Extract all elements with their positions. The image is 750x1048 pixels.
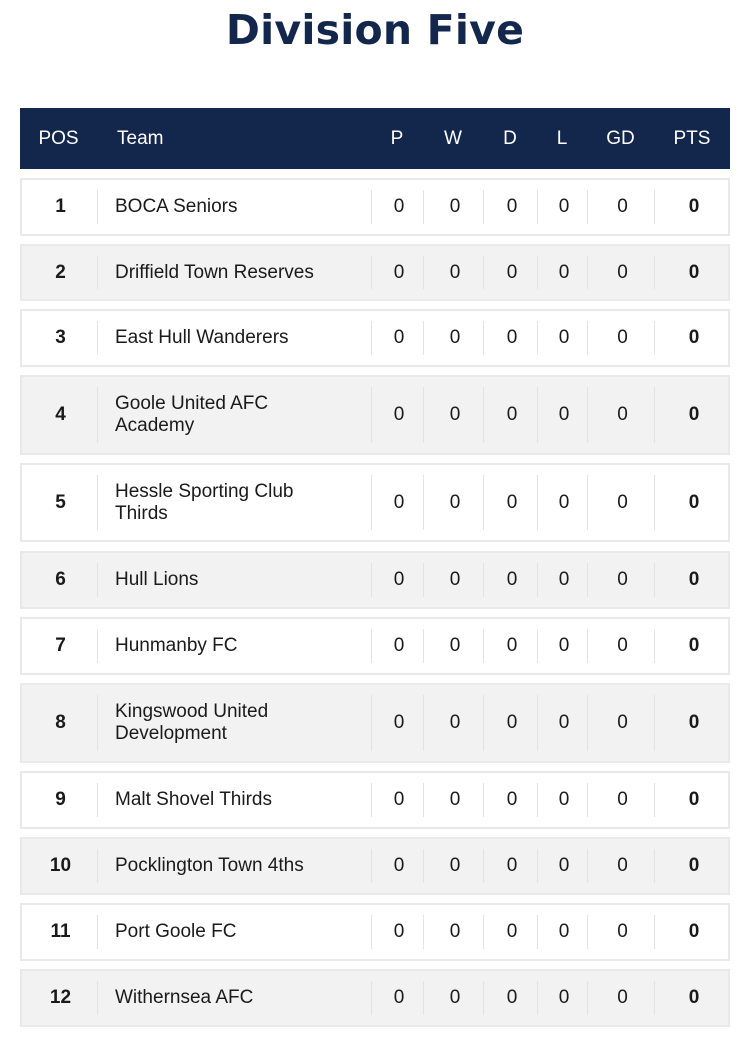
row-team-name (99, 971, 373, 1025)
table-row[interactable] (20, 551, 730, 609)
column-divider (97, 981, 98, 1015)
row-team-name (99, 773, 373, 827)
row-points: 0 (688, 921, 700, 942)
row-played: 0 (393, 491, 405, 513)
row-drawn: 0 (506, 491, 518, 513)
column-divider (423, 695, 424, 751)
row-position: 10 (49, 855, 72, 876)
column-divider (423, 915, 424, 949)
row-team-label: Hull Lions (115, 569, 199, 590)
column-divider (654, 321, 655, 355)
row-won: 0 (449, 789, 461, 810)
row-drawn: 0 (506, 404, 518, 425)
table-row[interactable] (20, 463, 730, 542)
row-lost: 0 (558, 712, 570, 733)
row-played: 0 (393, 261, 405, 283)
column-divider (587, 695, 588, 751)
column-divider (97, 783, 98, 817)
column-divider (654, 629, 655, 663)
header-won[interactable]: W (444, 127, 462, 149)
column-divider (371, 256, 372, 289)
row-won: 0 (449, 987, 461, 1008)
row-points: 0 (688, 491, 700, 513)
row-drawn: 0 (506, 327, 518, 348)
row-position: 4 (55, 404, 66, 425)
column-divider (654, 563, 655, 597)
row-lost: 0 (558, 635, 570, 656)
header-played[interactable]: P (390, 127, 404, 149)
row-lost: 0 (558, 261, 570, 283)
column-divider (423, 629, 424, 663)
row-lost: 0 (558, 987, 570, 1008)
header-drawn[interactable]: D (503, 127, 517, 149)
row-goal-difference: 0 (617, 635, 628, 656)
row-team-name (99, 905, 373, 959)
column-divider (371, 849, 372, 883)
column-divider (483, 475, 484, 530)
column-divider (654, 190, 655, 224)
row-won: 0 (449, 261, 461, 283)
row-position: 7 (55, 635, 66, 656)
row-points: 0 (688, 261, 700, 283)
row-team-name (99, 180, 373, 234)
column-divider (371, 915, 372, 949)
column-divider (97, 849, 98, 883)
row-played: 0 (393, 855, 405, 876)
column-divider (537, 783, 538, 817)
column-divider (537, 629, 538, 663)
column-divider (423, 783, 424, 817)
column-divider (587, 387, 588, 443)
column-divider (371, 190, 372, 224)
column-divider (654, 387, 655, 443)
row-played: 0 (393, 921, 405, 942)
row-drawn: 0 (506, 712, 518, 733)
row-points: 0 (688, 712, 700, 733)
row-points: 0 (688, 327, 700, 348)
row-played: 0 (393, 569, 405, 590)
column-divider (483, 915, 484, 949)
column-divider (587, 783, 588, 817)
row-played: 0 (393, 635, 405, 656)
row-team-label: Hessle Sporting Club Thirds (115, 480, 294, 524)
column-divider (654, 783, 655, 817)
row-team-label: Port Goole FC (115, 921, 237, 942)
row-drawn: 0 (506, 987, 518, 1008)
column-divider (97, 695, 98, 751)
table-row[interactable] (20, 837, 730, 895)
row-lost: 0 (558, 569, 570, 590)
row-goal-difference: 0 (617, 491, 628, 513)
table-row[interactable] (20, 375, 730, 455)
row-points: 0 (688, 855, 700, 876)
column-divider (587, 190, 588, 224)
column-divider (97, 475, 98, 530)
table-row[interactable] (20, 178, 730, 236)
column-divider (654, 981, 655, 1015)
column-divider (537, 849, 538, 883)
column-divider (587, 475, 588, 530)
row-goal-difference: 0 (617, 987, 628, 1008)
row-goal-difference: 0 (617, 327, 628, 348)
row-played: 0 (393, 404, 405, 425)
column-divider (97, 563, 98, 597)
row-lost: 0 (558, 921, 570, 942)
column-divider (654, 849, 655, 883)
column-divider (423, 190, 424, 224)
row-drawn: 0 (506, 569, 518, 590)
column-divider (537, 981, 538, 1015)
row-team-label: Withernsea AFC (115, 987, 254, 1008)
row-drawn: 0 (506, 196, 518, 217)
column-divider (654, 475, 655, 530)
header-pos[interactable]: POS (38, 127, 79, 149)
column-divider (537, 695, 538, 751)
row-goal-difference: 0 (617, 261, 628, 283)
column-divider (537, 915, 538, 949)
header-team[interactable]: Team (117, 127, 164, 149)
column-divider (587, 915, 588, 949)
row-drawn: 0 (506, 635, 518, 656)
column-divider (537, 387, 538, 443)
table-row[interactable] (20, 617, 730, 675)
row-played: 0 (393, 987, 405, 1008)
column-divider (423, 475, 424, 530)
column-divider (423, 563, 424, 597)
row-points: 0 (688, 987, 700, 1008)
column-divider (423, 387, 424, 443)
table-header (20, 108, 730, 169)
column-divider (587, 849, 588, 883)
table-row[interactable] (20, 969, 730, 1027)
row-position: 11 (50, 921, 71, 942)
row-played: 0 (393, 196, 405, 217)
column-divider (537, 475, 538, 530)
row-drawn: 0 (506, 855, 518, 876)
row-lost: 0 (558, 855, 570, 876)
column-divider (483, 256, 484, 289)
row-lost: 0 (558, 327, 570, 348)
column-divider (537, 190, 538, 224)
column-divider (587, 321, 588, 355)
row-position: 6 (55, 569, 66, 590)
table-row[interactable] (20, 771, 730, 829)
row-won: 0 (449, 491, 461, 513)
row-goal-difference: 0 (617, 921, 628, 942)
table-row[interactable] (20, 683, 730, 763)
column-divider (587, 256, 588, 289)
table-row[interactable] (20, 903, 730, 961)
row-position: 12 (49, 987, 72, 1008)
column-divider (483, 387, 484, 443)
column-divider (654, 915, 655, 949)
column-divider (587, 563, 588, 597)
row-won: 0 (449, 921, 461, 942)
row-team-name (99, 685, 373, 761)
row-team-name (99, 619, 373, 673)
column-divider (97, 190, 98, 224)
row-drawn: 0 (506, 789, 518, 810)
row-drawn: 0 (506, 261, 518, 283)
column-divider (537, 563, 538, 597)
column-divider (371, 783, 372, 817)
column-divider (371, 981, 372, 1015)
row-goal-difference: 0 (617, 712, 628, 733)
row-points: 0 (688, 569, 700, 590)
row-played: 0 (393, 789, 405, 810)
row-lost: 0 (558, 491, 570, 513)
column-divider (483, 629, 484, 663)
row-goal-difference: 0 (617, 404, 628, 425)
row-team-name (99, 553, 373, 607)
column-divider (423, 981, 424, 1015)
column-divider (371, 695, 372, 751)
header-points[interactable]: PTS (673, 127, 711, 149)
column-divider (483, 783, 484, 817)
row-goal-difference: 0 (617, 569, 628, 590)
column-divider (97, 321, 98, 355)
row-won: 0 (449, 404, 461, 425)
row-played: 0 (393, 327, 405, 348)
row-team-name (99, 839, 373, 893)
row-won: 0 (449, 196, 461, 217)
row-goal-difference: 0 (617, 855, 628, 876)
row-played: 0 (393, 712, 405, 733)
row-lost: 0 (558, 196, 570, 217)
row-team-label: BOCA Seniors (115, 196, 238, 217)
column-divider (654, 695, 655, 751)
column-divider (483, 321, 484, 355)
column-divider (97, 629, 98, 663)
row-position: 2 (55, 261, 66, 283)
row-goal-difference: 0 (617, 196, 628, 217)
row-won: 0 (449, 635, 461, 656)
row-team-name (99, 311, 373, 365)
column-divider (537, 321, 538, 355)
row-won: 0 (449, 327, 461, 348)
table-row[interactable] (20, 244, 730, 301)
column-divider (537, 256, 538, 289)
column-divider (483, 981, 484, 1015)
column-divider (483, 695, 484, 751)
column-divider (587, 981, 588, 1015)
table-row[interactable] (20, 309, 730, 367)
row-team-label: Hunmanby FC (115, 635, 238, 656)
row-position: 9 (55, 789, 66, 810)
column-divider (371, 387, 372, 443)
row-team-name (99, 465, 373, 540)
column-divider (371, 629, 372, 663)
row-won: 0 (449, 712, 461, 733)
row-points: 0 (688, 404, 700, 425)
row-drawn: 0 (506, 921, 518, 942)
column-divider (483, 849, 484, 883)
column-divider (423, 256, 424, 289)
column-divider (371, 563, 372, 597)
row-lost: 0 (558, 789, 570, 810)
row-team-label: Pocklington Town 4ths (115, 855, 304, 876)
row-points: 0 (688, 196, 700, 217)
column-divider (371, 475, 372, 530)
column-divider (587, 629, 588, 663)
column-divider (654, 256, 655, 289)
column-divider (97, 387, 98, 443)
row-team-label: Kingswood United Development (115, 701, 269, 744)
row-position: 5 (55, 491, 66, 513)
row-team-label: Goole United AFC Academy (115, 393, 269, 436)
row-won: 0 (449, 569, 461, 590)
column-divider (97, 256, 98, 289)
row-position: 3 (55, 327, 66, 348)
row-lost: 0 (558, 404, 570, 425)
header-goal-difference[interactable]: GD (606, 127, 635, 149)
row-goal-difference: 0 (617, 789, 628, 810)
page-title: Division Five (225, 6, 525, 54)
row-position: 8 (55, 712, 66, 733)
column-divider (483, 563, 484, 597)
league-table (20, 108, 730, 1008)
row-won: 0 (449, 855, 461, 876)
column-divider (423, 849, 424, 883)
row-team-label: Malt Shovel Thirds (115, 789, 272, 810)
row-team-name (99, 377, 373, 453)
header-lost[interactable]: L (556, 127, 568, 149)
column-divider (423, 321, 424, 355)
column-divider (371, 321, 372, 355)
row-position: 1 (55, 196, 66, 217)
column-divider (97, 915, 98, 949)
row-points: 0 (688, 789, 700, 810)
row-team-name (99, 246, 373, 299)
row-points: 0 (688, 635, 700, 656)
row-team-label: Driffield Town Reserves (115, 261, 314, 283)
row-team-label: East Hull Wanderers (115, 327, 289, 348)
column-divider (483, 190, 484, 224)
